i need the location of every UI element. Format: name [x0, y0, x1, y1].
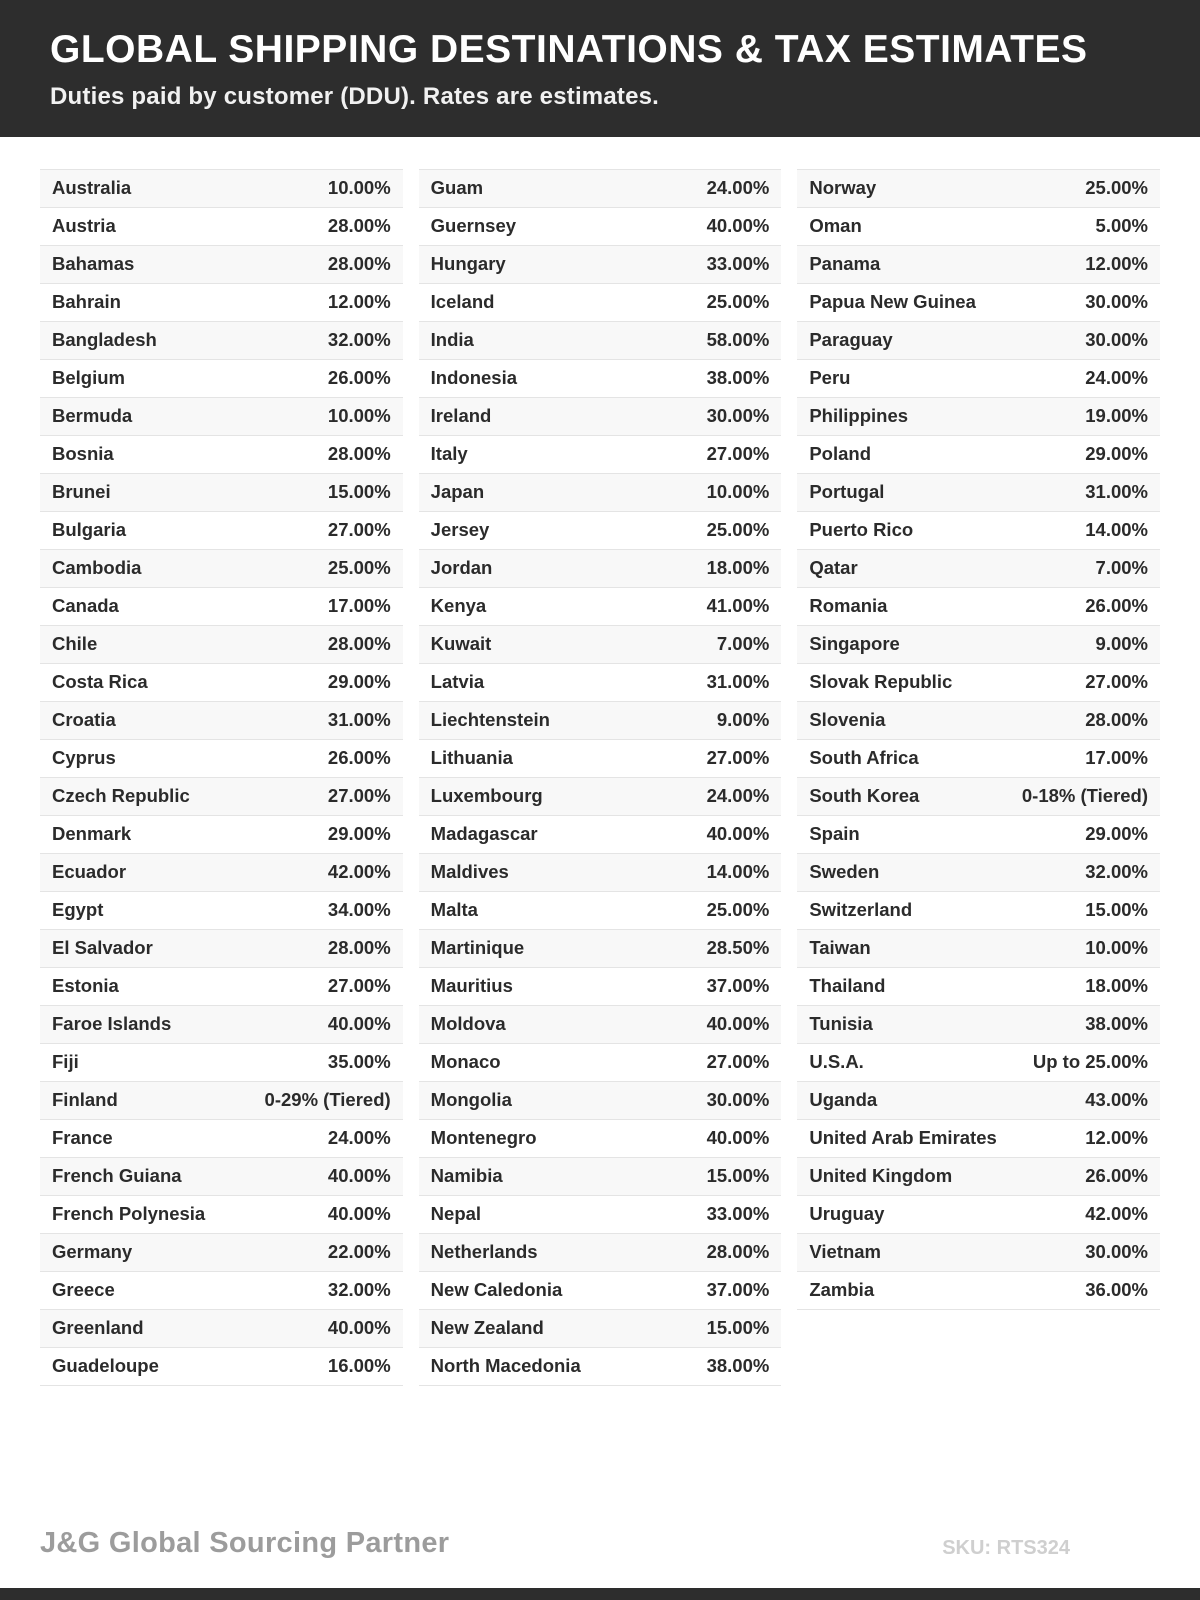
tax-rate: 10.00% [327, 405, 391, 427]
country-name: Bosnia [52, 443, 114, 465]
tax-rate: 24.00% [706, 785, 770, 807]
country-name: Madagascar [430, 823, 538, 845]
tax-rate: 17.00% [327, 595, 391, 617]
rate-row [40, 436, 403, 474]
bottom-bar [0, 1588, 1200, 1600]
tax-rate: 25.00% [706, 291, 770, 313]
country-name: Belgium [52, 367, 125, 389]
tax-rate: 18.00% [1085, 975, 1149, 997]
tax-rate: 36.00% [1085, 1279, 1149, 1301]
rate-row [40, 170, 403, 208]
country-name: Guadeloupe [52, 1355, 159, 1377]
country-name: Moldova [430, 1013, 506, 1035]
country-name: Maldives [430, 861, 509, 883]
tax-rate: 40.00% [327, 1165, 391, 1187]
rate-row [797, 284, 1160, 322]
country-name: Croatia [52, 709, 116, 731]
rate-row [419, 474, 782, 512]
tax-rate: 14.00% [1085, 519, 1149, 541]
country-name: Guam [430, 177, 484, 199]
country-name: Bahamas [52, 253, 135, 275]
country-name: New Zealand [430, 1317, 544, 1339]
country-name: Czech Republic [52, 785, 190, 807]
country-name: Bangladesh [52, 329, 157, 351]
rate-row [40, 1196, 403, 1234]
country-name: Jersey [430, 519, 490, 541]
tax-rate: 27.00% [706, 443, 770, 465]
rate-row [797, 398, 1160, 436]
tax-rate: 27.00% [706, 747, 770, 769]
tax-rate: 0-29% (Tiered) [264, 1089, 391, 1111]
rate-row [40, 930, 403, 968]
rate-row [40, 1234, 403, 1272]
tax-rate: 27.00% [327, 785, 391, 807]
rate-row [419, 588, 782, 626]
rate-row [419, 626, 782, 664]
tax-rate: 10.00% [327, 177, 391, 199]
country-name: Portugal [809, 481, 885, 503]
rate-row [419, 892, 782, 930]
rate-row [40, 550, 403, 588]
tax-rate: 10.00% [706, 481, 770, 503]
rate-row [40, 702, 403, 740]
tax-rate: 10.00% [1085, 937, 1149, 959]
rate-row [40, 246, 403, 284]
tax-rate: 29.00% [1085, 823, 1149, 845]
country-name: U.S.A. [809, 1051, 864, 1073]
country-name: India [430, 329, 474, 351]
rate-row [40, 1120, 403, 1158]
rate-row [797, 930, 1160, 968]
country-name: Australia [52, 177, 132, 199]
tax-rate: 28.00% [706, 1241, 770, 1263]
country-name: Taiwan [809, 937, 871, 959]
tax-rate: 27.00% [1085, 671, 1149, 693]
rate-row [40, 398, 403, 436]
country-name: Namibia [430, 1165, 503, 1187]
tax-rate: 58.00% [706, 329, 770, 351]
rate-row [40, 208, 403, 246]
tax-rate: 17.00% [1085, 747, 1149, 769]
tax-rate: 26.00% [1085, 595, 1149, 617]
country-name: Martinique [430, 937, 525, 959]
rate-row [40, 1082, 403, 1120]
country-name: Thailand [809, 975, 886, 997]
tax-rate: 30.00% [706, 405, 770, 427]
tax-rate: 26.00% [327, 747, 391, 769]
header [0, 0, 1200, 137]
rate-row [419, 664, 782, 702]
tax-rate: 40.00% [706, 1013, 770, 1035]
tax-rate: 43.00% [1085, 1089, 1149, 1111]
rate-row [797, 474, 1160, 512]
country-name: Denmark [52, 823, 132, 845]
tax-rate: 22.00% [327, 1241, 391, 1263]
country-name: Lithuania [430, 747, 513, 769]
country-name: Luxembourg [430, 785, 543, 807]
country-name: French Polynesia [52, 1203, 206, 1225]
rate-row [419, 550, 782, 588]
country-name: Qatar [809, 557, 858, 579]
footer [0, 1527, 1200, 1588]
tax-rate: 30.00% [1085, 1241, 1149, 1263]
tax-rate: 41.00% [706, 595, 770, 617]
rate-row [797, 1234, 1160, 1272]
tax-rate: 29.00% [1085, 443, 1149, 465]
rate-row [797, 778, 1160, 816]
tax-rate: 32.00% [1085, 861, 1149, 883]
tax-rate: 32.00% [327, 1279, 391, 1301]
tax-rate: 12.00% [327, 291, 391, 313]
rate-row [419, 1006, 782, 1044]
country-name: Zambia [809, 1279, 875, 1301]
country-name: Cyprus [52, 747, 116, 769]
tax-rate: 33.00% [706, 1203, 770, 1225]
tax-rate: 15.00% [327, 481, 391, 503]
country-name: Slovenia [809, 709, 886, 731]
rate-row [797, 512, 1160, 550]
tax-rate: 15.00% [706, 1317, 770, 1339]
tax-rate: 33.00% [706, 253, 770, 275]
tax-rate: 24.00% [706, 177, 770, 199]
rate-row [40, 322, 403, 360]
rate-column-1 [40, 169, 403, 1386]
country-name: Oman [809, 215, 862, 237]
country-name: Greenland [52, 1317, 144, 1339]
rate-row [419, 1044, 782, 1082]
rate-row [419, 1348, 782, 1386]
country-name: Kenya [430, 595, 487, 617]
country-name: Germany [52, 1241, 133, 1263]
rate-row [419, 1158, 782, 1196]
tax-rate: 16.00% [327, 1355, 391, 1377]
tax-rate: 25.00% [706, 519, 770, 541]
tax-rate: 30.00% [1085, 291, 1149, 313]
rate-row [40, 474, 403, 512]
tax-rate: 24.00% [327, 1127, 391, 1149]
country-name: Ireland [430, 405, 492, 427]
rate-row [40, 626, 403, 664]
rate-row [797, 1272, 1160, 1310]
tax-rate: 12.00% [1085, 1127, 1149, 1149]
rate-row [40, 1310, 403, 1348]
tax-rate: 29.00% [327, 823, 391, 845]
country-name: Greece [52, 1279, 115, 1301]
rate-row [797, 1196, 1160, 1234]
tax-rate: 25.00% [706, 899, 770, 921]
tax-rate: 40.00% [327, 1203, 391, 1225]
rate-row [40, 1348, 403, 1386]
rate-row [797, 360, 1160, 398]
tax-rate: 12.00% [1085, 253, 1149, 275]
tax-rate: 38.00% [706, 367, 770, 389]
rate-row [419, 1234, 782, 1272]
tax-rate: 28.00% [327, 443, 391, 465]
tax-rate: 0-18% (Tiered) [1021, 785, 1149, 807]
tax-rate: 40.00% [706, 823, 770, 845]
rate-row [40, 1158, 403, 1196]
country-name: France [52, 1127, 113, 1149]
tax-rate: 27.00% [327, 975, 391, 997]
country-name: Ecuador [52, 861, 127, 883]
tax-rate: 40.00% [327, 1013, 391, 1035]
rate-row [419, 398, 782, 436]
rate-column-2 [419, 169, 782, 1386]
tax-rate: 14.00% [706, 861, 770, 883]
country-name: North Macedonia [430, 1355, 581, 1377]
rate-row [40, 854, 403, 892]
country-name: Panama [809, 253, 881, 275]
country-name: Indonesia [430, 367, 518, 389]
rate-row [40, 284, 403, 322]
rate-row [797, 1120, 1160, 1158]
tax-rate: 40.00% [706, 215, 770, 237]
tax-rate: 27.00% [706, 1051, 770, 1073]
country-name: Bermuda [52, 405, 133, 427]
country-name: Nepal [430, 1203, 482, 1225]
tax-rate: 25.00% [327, 557, 391, 579]
country-name: Italy [430, 443, 468, 465]
rate-row [419, 778, 782, 816]
tax-rate: 31.00% [327, 709, 391, 731]
rate-row [419, 930, 782, 968]
country-name: Puerto Rico [809, 519, 914, 541]
rate-row [797, 626, 1160, 664]
country-name: Uruguay [809, 1203, 885, 1225]
page-title: GLOBAL SHIPPING DESTINATIONS & TAX ESTIMATES [50, 28, 1088, 71]
country-name: Papua New Guinea [809, 291, 976, 313]
rate-row [40, 1272, 403, 1310]
rate-row [419, 854, 782, 892]
tax-rate: 38.00% [1085, 1013, 1149, 1035]
tax-rate: 32.00% [327, 329, 391, 351]
country-name: South Africa [809, 747, 919, 769]
country-name: Liechtenstein [430, 709, 550, 731]
tax-rate: 35.00% [327, 1051, 391, 1073]
country-name: Jordan [430, 557, 493, 579]
page-subtitle: Duties paid by customer (DDU). Rates are estimates. [50, 82, 660, 110]
country-name: United Arab Emirates [809, 1127, 997, 1149]
country-name: Iceland [430, 291, 495, 313]
rate-row [419, 284, 782, 322]
country-name: Tunisia [809, 1013, 873, 1035]
rate-row [40, 664, 403, 702]
country-name: Brunei [52, 481, 111, 503]
rate-row [40, 968, 403, 1006]
country-name: Vietnam [809, 1241, 881, 1263]
brand-name: J&G Global Sourcing Partner [40, 1527, 450, 1559]
rate-row [40, 512, 403, 550]
tax-rate: 30.00% [1085, 329, 1149, 351]
country-name: Romania [809, 595, 888, 617]
tax-rate: 15.00% [1085, 899, 1149, 921]
rate-row [419, 1120, 782, 1158]
country-name: Peru [809, 367, 851, 389]
country-name: Spain [809, 823, 860, 845]
country-name: Poland [809, 443, 872, 465]
rate-row [797, 208, 1160, 246]
rate-row [797, 436, 1160, 474]
rates-table [0, 137, 1200, 1386]
tax-rate: 31.00% [706, 671, 770, 693]
tax-rate: 40.00% [327, 1317, 391, 1339]
rate-row [797, 1044, 1160, 1082]
sku-label: SKU: RTS324 [942, 1537, 1070, 1559]
rate-row [419, 360, 782, 398]
rate-row [797, 170, 1160, 208]
country-name: Sweden [809, 861, 880, 883]
country-name: New Caledonia [430, 1279, 563, 1301]
tax-rate: 18.00% [706, 557, 770, 579]
rate-row [419, 1310, 782, 1348]
tax-rate: 28.00% [327, 215, 391, 237]
country-name: Monaco [430, 1051, 501, 1073]
rate-row [419, 1272, 782, 1310]
country-name: Chile [52, 633, 98, 655]
rate-row [797, 1006, 1160, 1044]
rate-row [40, 1044, 403, 1082]
country-name: Austria [52, 215, 116, 237]
country-name: Guernsey [430, 215, 517, 237]
tax-rate: 34.00% [327, 899, 391, 921]
country-name: Philippines [809, 405, 909, 427]
rate-row [419, 208, 782, 246]
country-name: Slovak Republic [809, 671, 953, 693]
country-name: Finland [52, 1089, 118, 1111]
tax-rate: 40.00% [706, 1127, 770, 1149]
tax-rate: 42.00% [1085, 1203, 1149, 1225]
country-name: Cambodia [52, 557, 142, 579]
country-name: Costa Rica [52, 671, 148, 693]
rate-row [40, 1006, 403, 1044]
country-name: Bulgaria [52, 519, 127, 541]
rate-row [40, 892, 403, 930]
country-name: Canada [52, 595, 119, 617]
tax-rate: 37.00% [706, 975, 770, 997]
rate-row [797, 892, 1160, 930]
country-name: Egypt [52, 899, 104, 921]
tax-rate: 27.00% [327, 519, 391, 541]
rate-row [797, 664, 1160, 702]
country-name: El Salvador [52, 937, 153, 959]
country-name: Montenegro [430, 1127, 537, 1149]
country-name: Norway [809, 177, 877, 199]
rate-row [40, 816, 403, 854]
rate-row [797, 854, 1160, 892]
country-name: Estonia [52, 975, 119, 997]
country-name: Mauritius [430, 975, 513, 997]
rate-row [419, 702, 782, 740]
tax-rate: 9.00% [1095, 633, 1149, 655]
rate-row [419, 246, 782, 284]
rate-row [797, 588, 1160, 626]
rate-row [797, 550, 1160, 588]
rate-row [419, 1082, 782, 1120]
tax-rate: 25.00% [1085, 177, 1149, 199]
country-name: Fiji [52, 1051, 79, 1073]
country-name: Japan [430, 481, 485, 503]
tax-rate: 24.00% [1085, 367, 1149, 389]
tax-rate: 28.50% [706, 937, 770, 959]
country-name: South Korea [809, 785, 920, 807]
country-name: Hungary [430, 253, 506, 275]
tax-rate: 42.00% [327, 861, 391, 883]
rate-row [419, 1196, 782, 1234]
tax-rate: 26.00% [327, 367, 391, 389]
country-name: Mongolia [430, 1089, 512, 1111]
country-name: Uganda [809, 1089, 878, 1111]
rate-row [797, 322, 1160, 360]
country-name: Bahrain [52, 291, 121, 313]
rate-row [797, 246, 1160, 284]
rate-row [419, 512, 782, 550]
rate-row [797, 740, 1160, 778]
country-name: Faroe Islands [52, 1013, 172, 1035]
tax-rate: 29.00% [327, 671, 391, 693]
country-name: Paraguay [809, 329, 893, 351]
tax-rate: 28.00% [327, 633, 391, 655]
country-name: United Kingdom [809, 1165, 953, 1187]
tax-rate: 7.00% [1095, 557, 1149, 579]
rate-row [40, 778, 403, 816]
rate-row [797, 968, 1160, 1006]
country-name: French Guiana [52, 1165, 182, 1187]
rate-row [797, 1082, 1160, 1120]
rate-row [797, 816, 1160, 854]
tax-rate: 28.00% [327, 937, 391, 959]
tax-rate: 7.00% [716, 633, 770, 655]
tax-rate: 31.00% [1085, 481, 1149, 503]
rate-row [797, 702, 1160, 740]
tax-rate: 28.00% [1085, 709, 1149, 731]
tax-rate: 5.00% [1095, 215, 1149, 237]
tax-rate: 38.00% [706, 1355, 770, 1377]
rate-row [419, 436, 782, 474]
rate-column-3 [797, 169, 1160, 1310]
rate-row [419, 740, 782, 778]
rate-row [40, 360, 403, 398]
tax-rate: 37.00% [706, 1279, 770, 1301]
rate-row [419, 816, 782, 854]
rate-row [797, 1158, 1160, 1196]
tax-rate: Up to 25.00% [1032, 1051, 1149, 1073]
rate-row [419, 170, 782, 208]
country-name: Kuwait [430, 633, 492, 655]
tax-rate: 9.00% [716, 709, 770, 731]
country-name: Singapore [809, 633, 900, 655]
tax-rate: 15.00% [706, 1165, 770, 1187]
rate-row [419, 322, 782, 360]
country-name: Malta [430, 899, 478, 921]
rate-row [40, 740, 403, 778]
country-name: Latvia [430, 671, 485, 693]
country-name: Switzerland [809, 899, 913, 921]
country-name: Netherlands [430, 1241, 538, 1263]
tax-rate: 30.00% [706, 1089, 770, 1111]
rate-row [40, 588, 403, 626]
rate-row [419, 968, 782, 1006]
tax-rate: 19.00% [1085, 405, 1149, 427]
tax-rate: 26.00% [1085, 1165, 1149, 1187]
tax-rate: 28.00% [327, 253, 391, 275]
